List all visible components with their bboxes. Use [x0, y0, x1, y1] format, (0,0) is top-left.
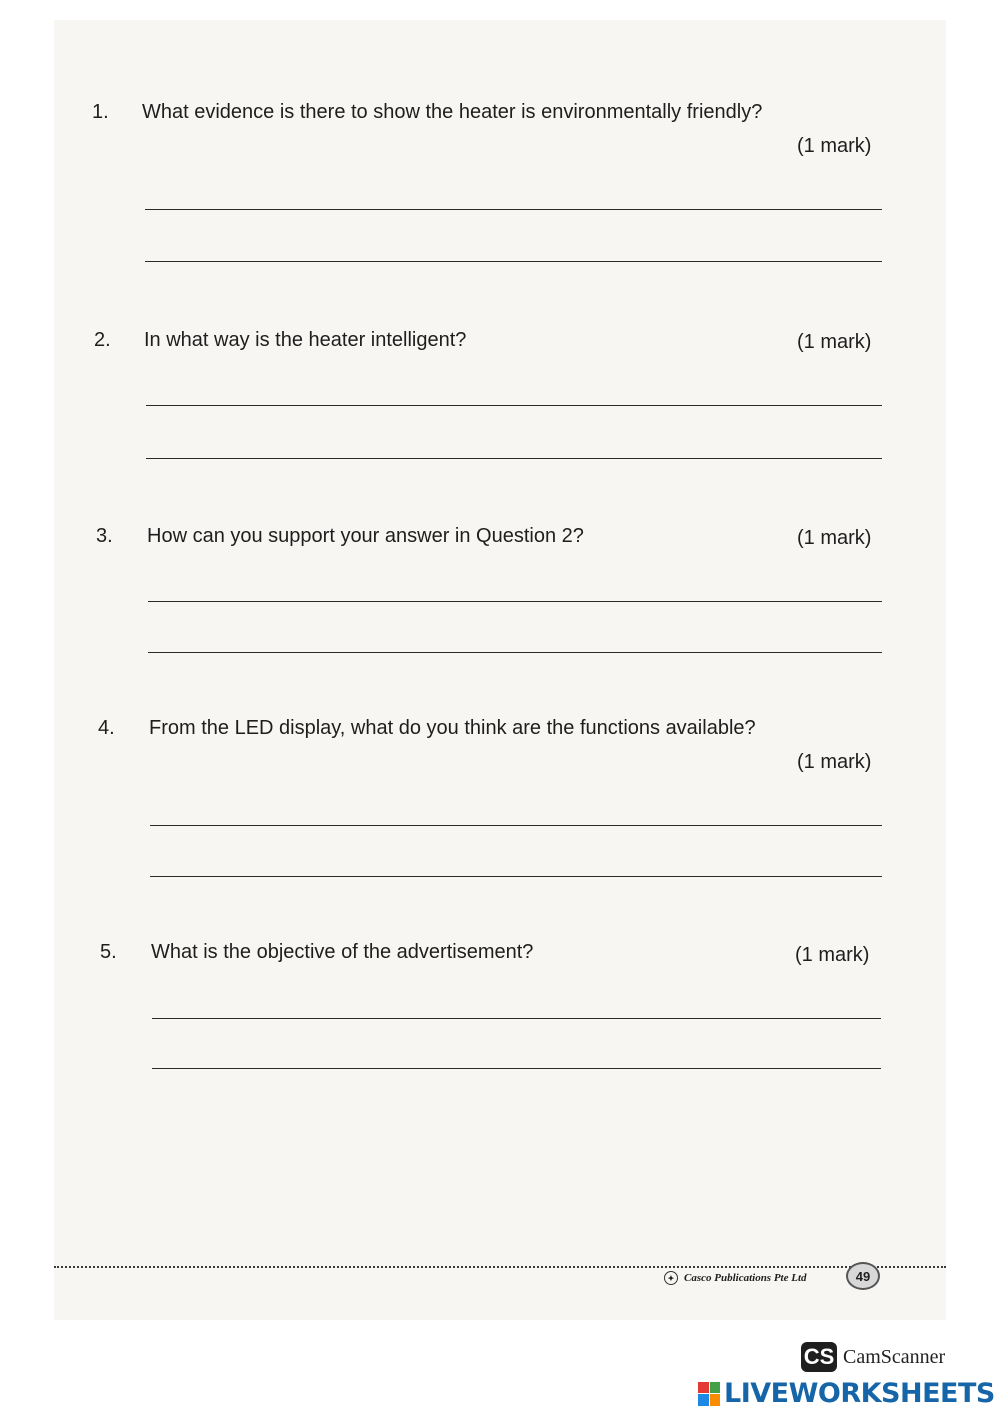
question-4-mark: (1 mark) — [797, 751, 872, 773]
answer-line-5b[interactable] — [152, 1068, 881, 1069]
question-text: What evidence is there to show the heater is environmentally friendly? — [142, 101, 763, 123]
question-3-mark: (1 mark) — [797, 527, 872, 549]
question-number: 5. — [100, 941, 117, 963]
question-text: In what way is the heater intelligent? — [144, 329, 467, 351]
camscanner-text: CamScanner — [843, 1345, 946, 1368]
answer-line-4b[interactable] — [150, 876, 882, 877]
question-text: From the LED display, what do you think are the functions available? — [149, 717, 756, 739]
question-5-mark: (1 mark) — [795, 944, 870, 966]
question-number: 2. — [94, 329, 111, 351]
answer-line-3a[interactable] — [148, 601, 882, 602]
liveworksheets-logo-icon — [698, 1382, 720, 1406]
question-2-mark: (1 mark) — [797, 331, 872, 353]
camscanner-logo-icon: CS — [801, 1342, 837, 1372]
footer-divider — [54, 1266, 946, 1268]
answer-line-5a[interactable] — [152, 1018, 881, 1019]
liveworksheets-watermark — [698, 1378, 995, 1409]
question-1-mark: (1 mark) — [797, 135, 872, 157]
answer-line-2a[interactable] — [146, 405, 882, 406]
publisher-credit — [664, 1268, 807, 1288]
question-number: 3. — [96, 525, 113, 547]
worksheet-page — [54, 20, 946, 1320]
page-number: 49 — [846, 1262, 880, 1290]
liveworksheets-text: LIVEWORKSHEETS — [724, 1378, 995, 1409]
answer-line-4a[interactable] — [150, 825, 882, 826]
publisher-name: Casco Publications Pte Ltd — [684, 1272, 807, 1284]
answer-line-1a[interactable] — [145, 209, 882, 210]
camscanner-watermark — [801, 1342, 945, 1372]
question-text: What is the objective of the advertisement? — [151, 941, 534, 963]
answer-line-1b[interactable] — [145, 261, 882, 262]
answer-line-3b[interactable] — [148, 652, 882, 653]
publisher-logo-icon: ✦ — [664, 1271, 678, 1285]
question-number: 4. — [98, 717, 115, 739]
question-text: How can you support your answer in Question 2? — [147, 525, 584, 547]
question-number: 1. — [92, 101, 109, 123]
answer-line-2b[interactable] — [146, 458, 882, 459]
